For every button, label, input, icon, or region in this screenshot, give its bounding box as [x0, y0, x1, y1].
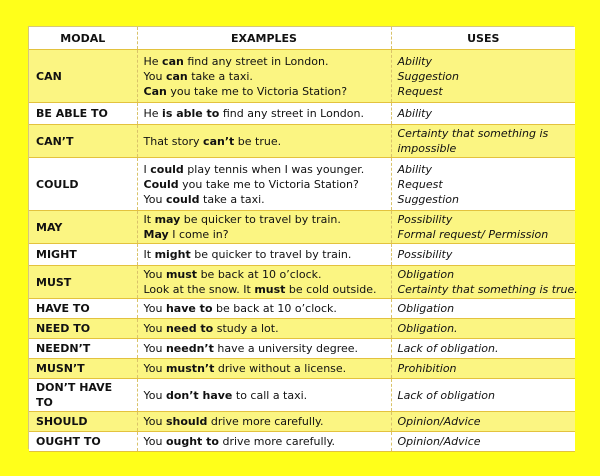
use-label: Opinion/Advice: [397, 415, 481, 428]
uses-cell: [391, 319, 575, 339]
example-text: Look at the snow. It: [143, 283, 255, 296]
use-label: Lack of obligation: [397, 388, 496, 402]
use-label: Possibility: [397, 213, 453, 226]
example-text: You: [143, 342, 166, 355]
example-sentence: [144, 177, 385, 192]
uses-cell: [391, 211, 575, 244]
modal-highlight: ought to: [165, 435, 219, 448]
header-uses: USES: [391, 27, 575, 50]
table-row: [29, 379, 575, 412]
example-text: That story: [143, 134, 204, 148]
example-text: It: [143, 213, 155, 226]
example-sentence: [144, 388, 385, 403]
example-sentence: [144, 247, 385, 262]
example-sentence: [144, 414, 385, 429]
modal-highlight: mustn’t: [165, 362, 215, 375]
modal-highlight: have to: [165, 302, 213, 315]
uses-cell: [391, 412, 575, 432]
table-body: [29, 50, 578, 452]
uses-cell: [391, 125, 575, 158]
header-row: [29, 27, 575, 50]
modal-highlight: could: [165, 192, 200, 206]
modal-highlight: could: [150, 162, 184, 176]
use-label: Prohibition: [397, 362, 457, 375]
example-sentence: [144, 301, 385, 316]
examples-cell: [137, 125, 391, 158]
modal-cell: SHOULD: [29, 412, 137, 432]
example-text: have a university degree.: [213, 342, 359, 355]
examples-cell: [137, 266, 391, 299]
example-sentence: [144, 134, 385, 149]
modal-highlight: must: [165, 268, 198, 281]
example-text: be quicker to travel by train.: [180, 213, 341, 226]
example-text: He: [143, 54, 163, 68]
modal-cell: NEEDN’T: [29, 339, 137, 359]
use-label: Request: [397, 177, 443, 191]
example-sentence: [144, 106, 385, 121]
example-sentence: [144, 162, 385, 177]
uses-cell: [391, 359, 575, 379]
modal-highlight: Could: [143, 177, 179, 191]
example-text: You: [143, 388, 166, 402]
use-label: Possibility: [397, 248, 453, 261]
modal-cell: MIGHT: [29, 244, 137, 266]
use-label: Ability: [397, 54, 432, 68]
example-text: find any street in London.: [183, 54, 329, 68]
example-text: You: [143, 435, 166, 448]
modal-verbs-table: [29, 27, 578, 452]
uses-cell: [391, 158, 575, 211]
modal-highlight: can’t: [203, 134, 235, 148]
example-sentence: [144, 54, 385, 69]
example-text: you take me to Victoria Station?: [178, 177, 359, 191]
use-label: Lack of obligation.: [397, 342, 499, 355]
use-label: Suggestion: [397, 192, 459, 206]
use-label: Opinion/Advice: [397, 435, 481, 448]
example-text: I come in?: [168, 228, 229, 241]
example-text: to call a taxi.: [232, 388, 308, 402]
modal-highlight: needn’t: [165, 342, 214, 355]
example-text: be quicker to travel by train.: [190, 248, 352, 261]
example-text: You: [143, 69, 166, 83]
use-label: Certainty that something is true.: [397, 283, 578, 296]
modal-cell: CAN: [29, 50, 137, 103]
use-label: Ability: [397, 107, 432, 120]
example-text: take a taxi.: [199, 192, 265, 206]
example-text: He: [143, 107, 163, 120]
example-sentence: [144, 84, 385, 99]
table-row: [29, 266, 575, 299]
example-sentence: [144, 192, 385, 207]
example-sentence: [144, 227, 385, 242]
table-row: [29, 158, 575, 211]
modal-highlight: might: [154, 248, 191, 261]
example-text: be back at 10 o’clock.: [197, 268, 322, 281]
modal-verbs-table-frame: [28, 26, 578, 449]
example-sentence: [144, 282, 385, 297]
use-label: Obligation.: [397, 322, 458, 335]
modal-highlight: need to: [165, 322, 214, 335]
example-text: drive more carefully.: [207, 415, 324, 428]
table-row: [29, 299, 575, 319]
example-sentence: [144, 321, 385, 336]
example-text: drive without a license.: [214, 362, 347, 375]
uses-cell: [391, 266, 578, 299]
modal-highlight: May: [143, 228, 169, 241]
example-text: you take me to Victoria Station?: [166, 84, 348, 98]
modal-highlight: can: [165, 69, 188, 83]
header-examples: EXAMPLES: [137, 27, 391, 50]
example-text: study a lot.: [213, 322, 279, 335]
use-label: Formal request/ Permission: [397, 228, 549, 241]
table-row: [29, 359, 575, 379]
examples-cell: [137, 359, 391, 379]
modal-cell: COULD: [29, 158, 137, 211]
uses-cell: [391, 244, 575, 266]
examples-cell: [137, 211, 391, 244]
table-row: [29, 244, 575, 266]
modal-highlight: is able to: [162, 107, 220, 120]
table-row: [29, 412, 575, 432]
example-text: play tennis when I was younger.: [183, 162, 365, 176]
modal-cell: NEED TO: [29, 319, 137, 339]
modal-highlight: should: [165, 415, 208, 428]
examples-cell: [137, 412, 391, 432]
example-sentence: [144, 341, 385, 356]
example-text: find any street in London.: [219, 107, 364, 120]
examples-cell: [137, 432, 391, 452]
modal-highlight: must: [254, 283, 286, 296]
use-label: impossible: [397, 142, 457, 155]
table-row: [29, 432, 575, 452]
table-row: [29, 50, 575, 103]
example-sentence: [144, 361, 385, 376]
example-text: be true.: [234, 134, 282, 148]
examples-cell: [137, 339, 391, 359]
example-text: be cold outside.: [285, 283, 377, 296]
header-modal: MODAL: [29, 27, 137, 50]
modal-cell: BE ABLE TO: [29, 103, 137, 125]
example-text: You: [143, 268, 166, 281]
examples-cell: [137, 244, 391, 266]
uses-cell: [391, 299, 575, 319]
use-label: Obligation: [397, 302, 455, 315]
modal-cell: CAN’T: [29, 125, 137, 158]
use-label: Ability: [397, 162, 432, 176]
example-text: I: [143, 162, 151, 176]
modal-highlight: Can: [143, 84, 167, 98]
examples-cell: [137, 379, 391, 412]
example-text: You: [143, 415, 166, 428]
uses-cell: [391, 339, 575, 359]
modal-cell: MAY: [29, 211, 137, 244]
examples-cell: [137, 299, 391, 319]
example-text: You: [143, 322, 166, 335]
use-label: Obligation: [397, 268, 455, 281]
example-text: be back at 10 o’clock.: [212, 302, 337, 315]
example-sentence: [144, 267, 385, 282]
uses-cell: [391, 50, 575, 103]
example-text: It: [143, 248, 155, 261]
table-row: [29, 339, 575, 359]
example-sentence: [144, 69, 385, 84]
uses-cell: [391, 379, 575, 412]
example-text: You: [143, 362, 166, 375]
example-text: You: [143, 302, 166, 315]
examples-cell: [137, 319, 391, 339]
table-row: [29, 103, 575, 125]
example-sentence: [144, 434, 385, 449]
table-row: [29, 319, 575, 339]
modal-cell: DON’T HAVE TO: [29, 379, 137, 412]
modal-cell: HAVE TO: [29, 299, 137, 319]
modal-cell: MUST: [29, 266, 137, 299]
use-label: Suggestion: [397, 69, 459, 83]
example-sentence: [144, 212, 385, 227]
table-row: [29, 211, 575, 244]
example-text: drive more carefully.: [218, 435, 336, 448]
uses-cell: [391, 432, 575, 452]
examples-cell: [137, 103, 391, 125]
use-label: Request: [397, 84, 443, 98]
use-label: Certainty that something is: [397, 127, 549, 140]
uses-cell: [391, 103, 575, 125]
modal-cell: OUGHT TO: [29, 432, 137, 452]
modal-highlight: don’t have: [165, 388, 233, 402]
modal-highlight: may: [154, 213, 181, 226]
example-text: take a taxi.: [187, 69, 253, 83]
table-row: [29, 125, 575, 158]
examples-cell: [137, 158, 391, 211]
example-text: You: [143, 192, 166, 206]
modal-highlight: can: [162, 54, 184, 68]
modal-cell: MUSN’T: [29, 359, 137, 379]
examples-cell: [137, 50, 391, 103]
